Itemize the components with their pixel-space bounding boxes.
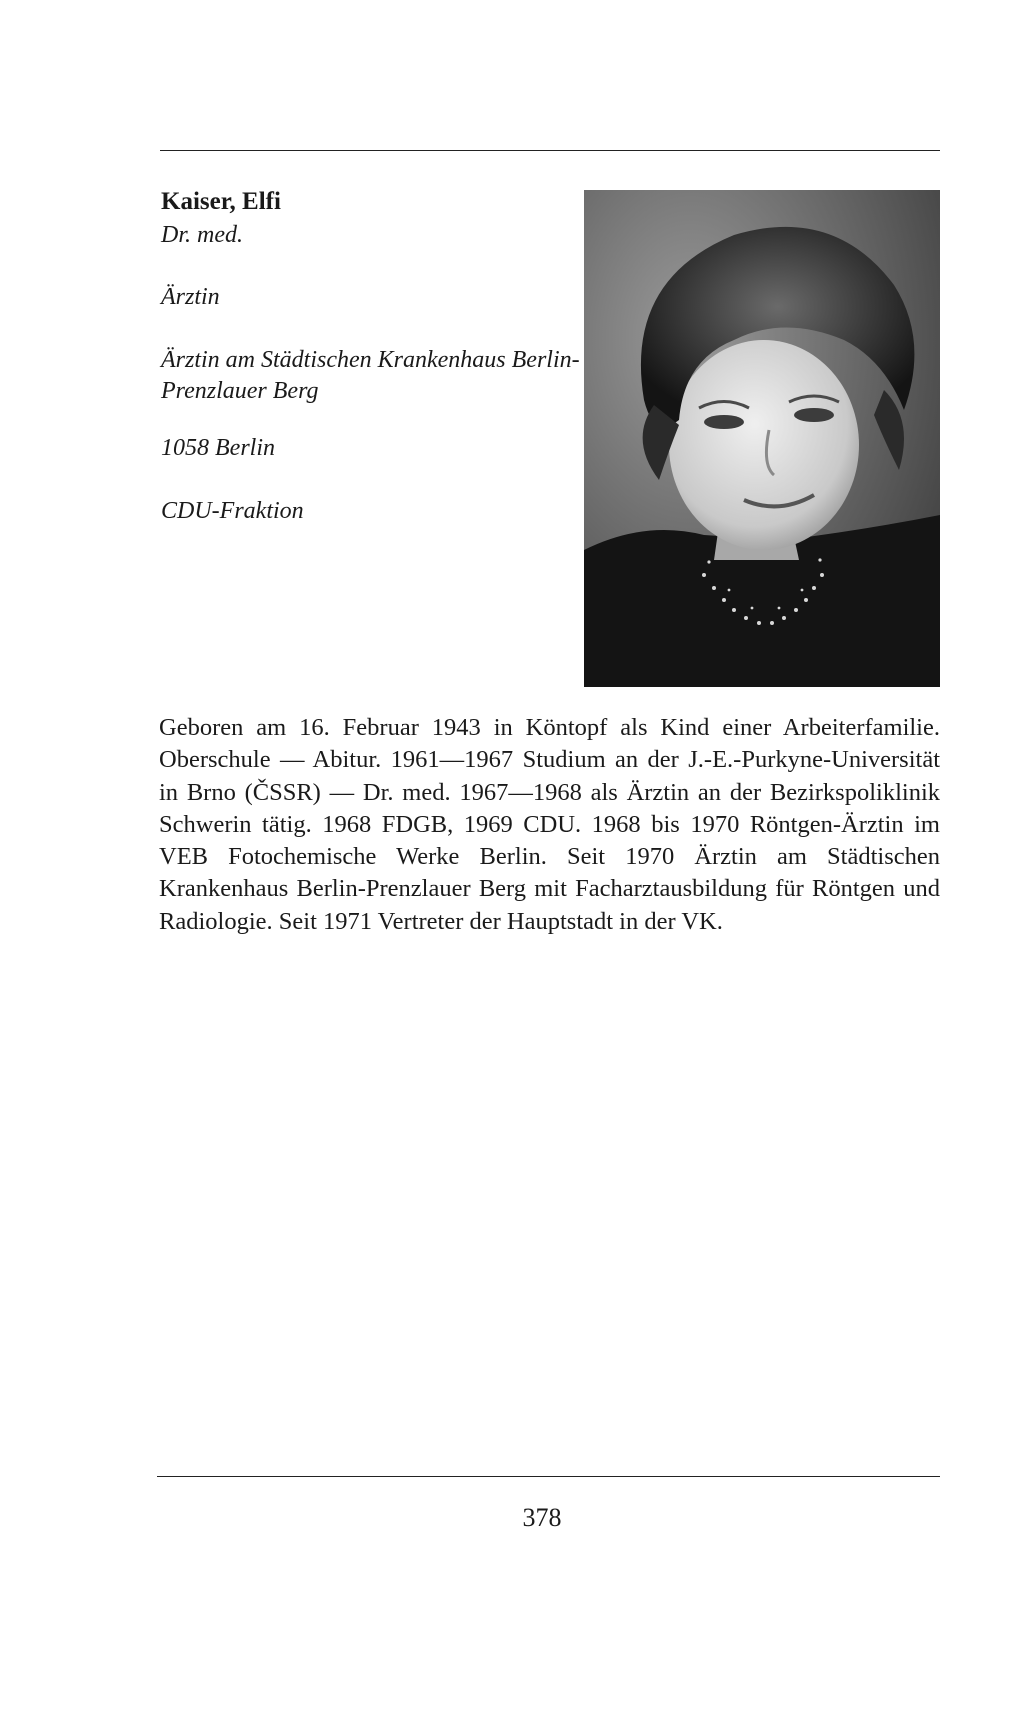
faction: CDU-Fraktion [161,498,304,524]
biography-text: Geboren am 16. Februar 1943 in Köntopf als Kind einer Arbeiterfamilie. Oberschule — Abitur. 1961—1967 Studium an der J.-E.-Purkyne-Universität in Brno (ČSSR) — Dr. med. 1967—1968 als Ärztin an der Bezirkspoliklinik Schwerin tätig. 1968 FDGB, 1969 CDU. 1968 bis 1970 Röntgen-Ärztin im VEB Fotochemische Werke Berlin. Seit 1970 Ärztin am Städtischen Krankenhaus Berlin-Prenzlauer Berg mit Facharztausbildung für Röntgen und Radiologie. Seit 1971 Vertreter der Hauptstadt in der VK. [159,714,940,935]
portrait-photo [584,190,940,687]
academic-title: Dr. med. [161,222,243,248]
workplace: Ärztin am Städtischen Krankenhaus Berlin-Prenzlauer Berg [161,347,580,404]
portrait-icon [584,190,940,687]
city: 1058 Berlin [161,435,275,461]
bottom-divider [157,1476,940,1477]
page-number: 378 [522,1503,562,1532]
top-divider [160,150,940,151]
person-name: Kaiser, Elfi [161,188,281,215]
profession: Ärztin [161,284,220,310]
